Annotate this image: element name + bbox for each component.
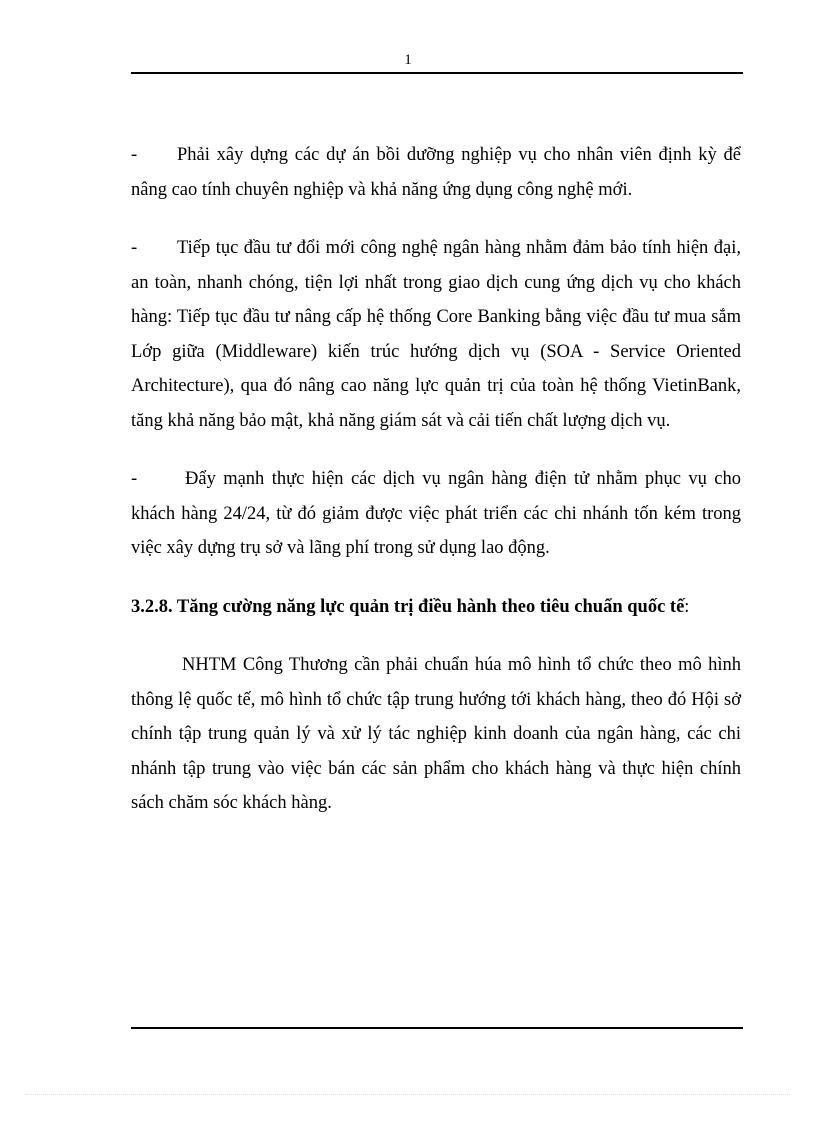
bullet-paragraph-3 bbox=[131, 462, 741, 566]
document-body bbox=[131, 138, 741, 821]
bullet-text: Đẩy mạnh thực hiện các dịch vụ ngân hàng điện tử nhằm phục vụ cho khách hàng 24/24, từ đó giảm được việc phát triển các chi nhánh tốn kém trong việc xây dựng trụ sở và lãng phí trong sử dụng lao động. bbox=[131, 469, 741, 558]
page-number: 1 bbox=[404, 52, 412, 68]
bullet-paragraph-1 bbox=[131, 138, 741, 207]
bullet-text: Phải xây dựng các dự án bồi dưỡng nghiệp vụ cho nhân viên định kỳ để nâng cao tính chuyên nghiệp và khả năng ứng dụng công nghệ mới. bbox=[131, 145, 741, 200]
bullet-paragraph-2 bbox=[131, 231, 741, 438]
bullet-dash: - bbox=[131, 145, 138, 165]
bullet-dash: - bbox=[131, 238, 138, 258]
section-heading-suffix: : bbox=[684, 596, 690, 617]
footer-rule bbox=[131, 1027, 743, 1029]
bullet-dash: - bbox=[131, 469, 138, 489]
section-paragraph: NHTM Công Thương cần phải chuẩn húa mô hình tổ chức theo mô hình thông lệ quốc tế, mô hình tổ chức tập trung hướng tới khách hàng, theo đó Hội sở chính tập trung quản lý và xử lý tác nghiệp kinh doanh của ngân hàng, các chi nhánh tập trung vào việc bán các sản phẩm cho khách hàng và thực hiện chính sách chăm sóc khách hàng. bbox=[131, 655, 741, 813]
bullet-text: Tiếp tục đầu tư đổi mới công nghệ ngân hàng nhằm đảm bảo tính hiện đại, an toàn, nhanh chóng, tiện lợi nhất trong giao dịch cung ứng dịch vụ cho khách hàng: Tiếp tục đầu tư nâng cấp hệ thống Core Banking bằng việc đầu tư mua sắm Lớp giữa (Middleware) kiến trúc hướng dịch vụ (SOA - Service Oriented Architecture), qua đó nâng cao năng lực quản trị của toàn hệ thống VietinBank, tăng khả năng bảo mật, khả năng giám sát và cải tiến chất lượng dịch vụ. bbox=[131, 238, 741, 431]
header-rule bbox=[131, 72, 743, 74]
section-heading-text: 3.2.8. Tăng cường năng lực quản trị điều hành theo tiêu chuẩn quốc tế bbox=[131, 596, 685, 617]
page-edge-divider bbox=[26, 1094, 790, 1095]
section-heading bbox=[131, 590, 741, 625]
